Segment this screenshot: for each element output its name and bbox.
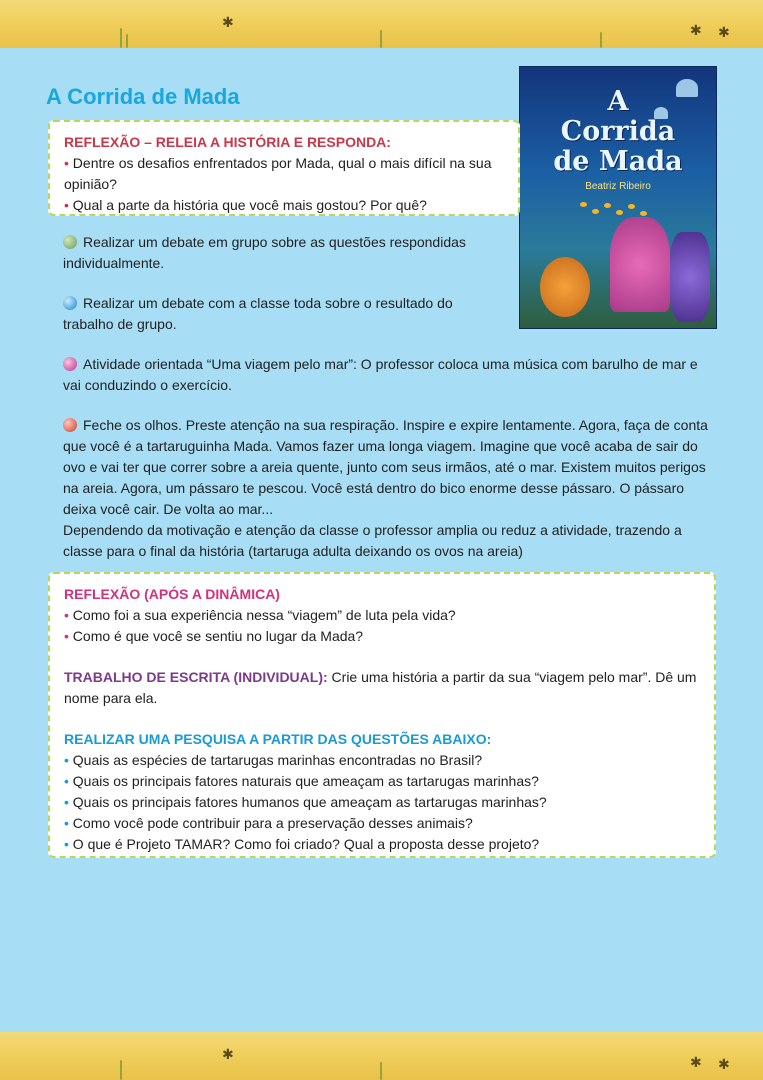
list-item: • Quais os principais fatores humanos que ameaçam as tartarugas marinhas? [64, 794, 547, 810]
reflection-box-1 [48, 120, 520, 216]
list-item: • Como você pode contribuir para a preservação desses animais? [64, 815, 473, 831]
research-heading: REALIZAR UMA PESQUISA A PARTIR DAS QUESTÕES ABAIXO: [64, 731, 492, 747]
bug-icon: ✱ [222, 1046, 234, 1062]
list-item: • O que é Projeto TAMAR? Como foi criado? Qual a proposta desse projeto? [64, 836, 540, 852]
activity-debate-group: Realizar um debate em grupo sobre as questões respondidas individualmente. [63, 234, 466, 271]
sand-border-bottom [0, 1032, 763, 1080]
cover-author: Beatriz Ribeiro [585, 181, 651, 192]
activity-narration: Feche os olhos. Preste atenção na sua respiração. Inspire e expire lentamente. Agora, faça de conta que você é a tartaruguinha Mada. Vamos fazer uma longa viagem. Imagine que você acaba de sair do ovo e vai ter que correr sobre a areia quente, junto com seus irmãos, até o mar. Existem muitos perigos na areia. Agora, um pássaro te pescou. Você está dentro do bico enorme desse pássaro. O pássaro deixa você cair. De volta ao mar... Dependendo da motivação e atenção da classe o professor amplia ou reduz a atividade, trazendo a classe para o final da história (tartaruga adulta deixando os ovos na areia) [63, 415, 719, 562]
list-item: • Qual a parte da história que você mais gostou? Por quê? [64, 197, 427, 213]
list-item: • Quais as espécies de tartarugas marinhas encontradas no Brasil? [64, 752, 483, 768]
bug-icon: ✱ [690, 22, 702, 38]
bug-icon: ✱ [222, 14, 234, 30]
reflection-box-2 [48, 572, 716, 858]
bug-icon: ✱ [718, 1056, 730, 1072]
cover-title: A Corrida de Mada [553, 86, 683, 177]
bullet-icon [63, 418, 77, 432]
bug-icon: ✱ [718, 24, 730, 40]
reflection-after-heading: REFLEXÃO (APÓS A DINÂMICA) [64, 586, 280, 602]
reflection-heading: REFLEXÃO – RELEIA A HISTÓRIA E RESPONDA: [64, 134, 391, 150]
list-item: • Dentre os desafios enfrentados por Mada, qual o mais difícil na sua opinião? [64, 155, 492, 192]
bullet-icon [63, 296, 77, 310]
bullet-icon [63, 357, 77, 371]
bullet-icon [63, 235, 77, 249]
page-title: A Corrida de Mada [46, 84, 240, 109]
book-cover-image [519, 66, 717, 329]
list-item: • Como foi a sua experiência nessa “viagem” de luta pela vida? [64, 607, 456, 623]
activity-guided: Atividade orientada “Uma viagem pelo mar”: O professor coloca uma música com barulho de mar e vai conduzindo o exercício. [63, 356, 698, 393]
activity-debate-class: Realizar um debate com a classe toda sobre o resultado do trabalho de grupo. [63, 295, 453, 332]
list-item: • Como é que você se sentiu no lugar da Mada? [64, 628, 364, 644]
bug-icon: ✱ [690, 1054, 702, 1070]
sand-border-top [0, 0, 763, 48]
writing-task: TRABALHO DE ESCRITA (INDIVIDUAL): Crie uma história a partir da sua “viagem pelo mar”. Dê um nome para ela. [64, 669, 697, 706]
list-item: • Quais os principais fatores naturais que ameaçam as tartarugas marinhas? [64, 773, 539, 789]
activity-note: Dependendo da motivação e atenção da classe o professor amplia ou reduz a atividade, trazendo a classe para o final da história (tartaruga adulta deixando os ovos na areia) [63, 522, 682, 559]
